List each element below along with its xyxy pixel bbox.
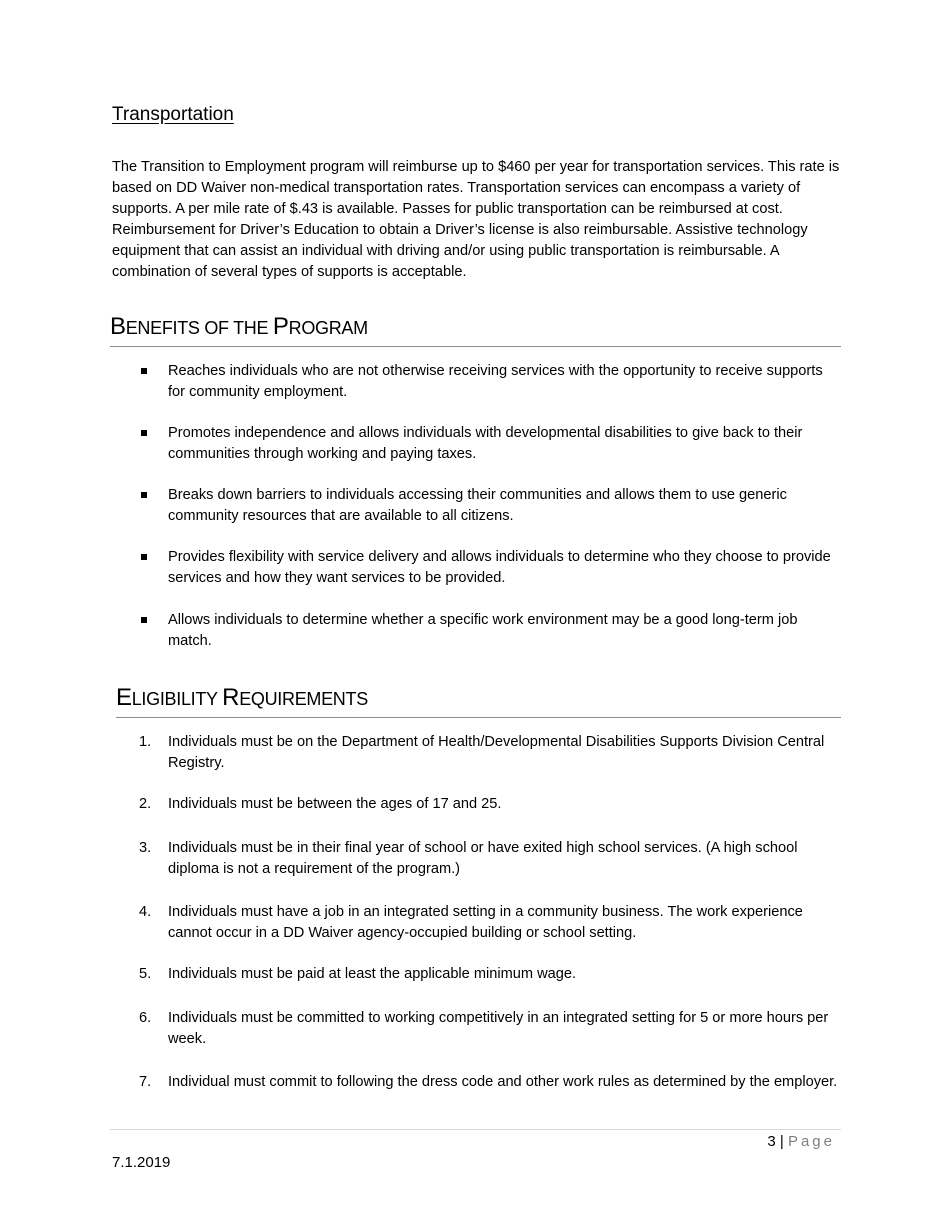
list-item: Individuals must be on the Department of Health/Developmental Disabilities Supports Division Central Registry. <box>168 734 825 771</box>
bullet-icon <box>141 368 147 374</box>
list-number: 1. <box>139 734 152 750</box>
list-number: 3. <box>139 840 152 856</box>
list-number: 5. <box>139 966 152 982</box>
list-number: 6. <box>139 1010 152 1026</box>
benefits-section-title: BENEFITS OF THE PROGRAM <box>110 312 841 347</box>
transportation-paragraph: The Transition to Employment program will reimburse up to $460 per year for transportation services. This rate is based on DD Waiver non-medical transportation rates. Transportation services can encompass a variety of supports. A per mile rate of $.43 is available. Passes for public transportation can be reimbursed at cost. Reimbursement for Driver’s Education to obtain a Driver’s license is also reimbursable. Assistive technology equipment that can assist an individual with driving and/or using public transportation is reimbursable. A combination of several types of supports is acceptable. <box>112 159 840 280</box>
bullet-icon <box>141 430 147 436</box>
list-item: Provides flexibility with service delivery and allows individuals to determine who they choose to provide services and how they want services to be provided. <box>168 549 831 586</box>
list-item: Individuals must be between the ages of 17 and 25. <box>168 796 502 812</box>
page-number: 3 | Page <box>767 1133 835 1150</box>
bullet-icon <box>141 554 147 560</box>
list-item: Individual must commit to following the dress code and other work rules as determined by the employer. <box>168 1074 838 1090</box>
transportation-heading: Transportation <box>112 104 234 125</box>
list-item: Individuals must be paid at least the applicable minimum wage. <box>168 966 577 982</box>
list-number: 7. <box>139 1074 152 1090</box>
list-item: Individuals must be in their final year of school or have exited high school services. (A high school diploma is not a requirement of the program.) <box>168 840 798 877</box>
list-item: Allows individuals to determine whether a specific work environment may be a good long-term job match. <box>168 612 798 649</box>
list-item: Individuals must be committed to working competitively in an integrated setting for 5 or more hours per week. <box>168 1010 829 1047</box>
list-item: Breaks down barriers to individuals accessing their communities and allows them to use generic community resources that are available to all citizens. <box>168 487 787 524</box>
list-item: Promotes independence and allows individuals with developmental disabilities to give back to their communities through working and paying taxes. <box>168 425 803 462</box>
list-number: 2. <box>139 796 152 812</box>
list-item: Individuals must have a job in an integrated setting in a community business. The work experience cannot occur in a DD Waiver agency-occupied building or school setting. <box>168 904 803 941</box>
eligibility-section-title: ELIGIBILITY REQUIREMENTS <box>116 683 841 718</box>
bullet-icon <box>141 492 147 498</box>
list-number: 4. <box>139 904 152 920</box>
bullet-icon <box>141 617 147 623</box>
footer-divider <box>110 1129 841 1130</box>
list-item: Reaches individuals who are not otherwise receiving services with the opportunity to receive supports for community employment. <box>168 363 823 400</box>
footer-date: 7.1.2019 <box>112 1154 171 1171</box>
